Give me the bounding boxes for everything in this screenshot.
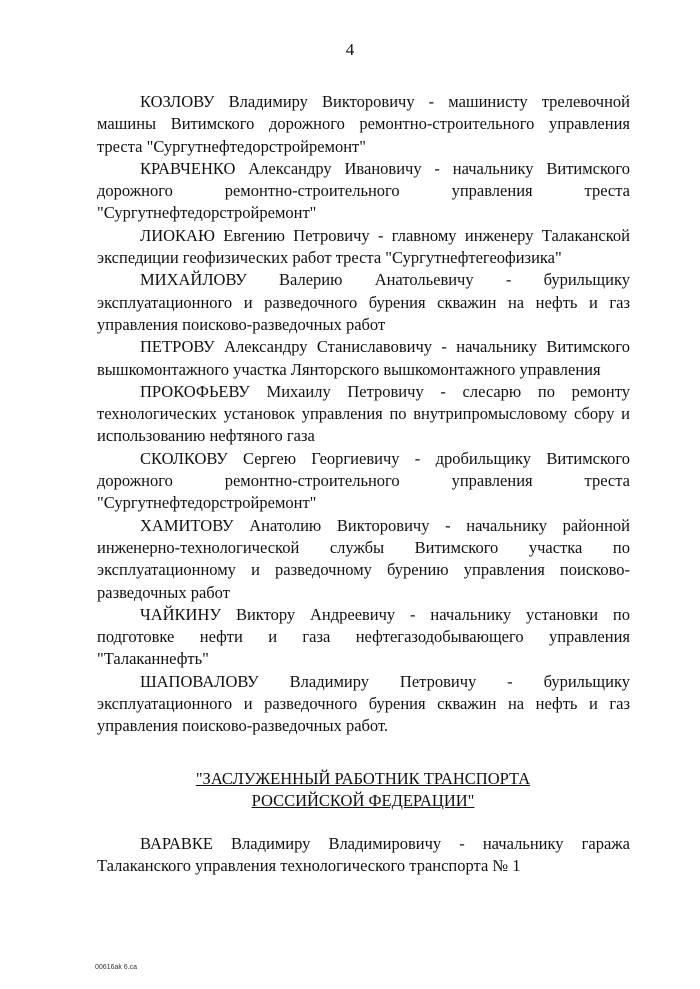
- page-number: 4: [345, 40, 355, 59]
- award-heading-line-1: "ЗАСЛУЖЕННЫЙ РАБОТНИК ТРАНСПОРТА: [195, 769, 531, 788]
- awardee-paragraph: ХАМИТОВУ Анатолию Викторовичу - начальнику районной инженерно-технологической службы Витимского участка по эксплуатационному и разведочному бурению управления поисково-разведочных работ: [97, 515, 630, 602]
- awardee-paragraph: ШАПОВАЛОВУ Владимиру Петровичу - бурильщику эксплуатационного и разведочного бурения скважин на нефть и газ управления поисково-разведочных работ.: [97, 671, 630, 736]
- awardee-paragraph: ПЕТРОВУ Александру Станиславовичу - начальнику Витимского вышкомонтажного участка Лянторского вышкомонтажного управления: [97, 337, 630, 379]
- awardee-paragraph: КРАВЧЕНКО Александру Ивановичу - начальнику Витимского дорожного ремонтно-строительного управления треста "Сургутнефтедорстройремонт": [97, 158, 630, 223]
- document-code: 00616ak 6.ca: [95, 964, 138, 971]
- awardee-paragraph: ПРОКОФЬЕВУ Михаилу Петровичу - слесарю по ремонту технологических установок управления по внутрипромысловому сбору и использованию нефтяного газа: [97, 381, 630, 446]
- awardee-paragraph: КОЗЛОВУ Владимиру Викторовичу - машинисту трелевочной машины Витимского дорожного ремонтно-строительного управления треста "Сургутнефтедорстройремонт": [97, 92, 630, 156]
- awardee-paragraph: МИХАЙЛОВУ Валерию Анатольевичу - бурильщику эксплуатационного и разведочного бурения скважин на нефть и газ управления поисково-разведочных работ: [97, 270, 630, 334]
- awardee-paragraph: СКОЛКОВУ Сергею Георгиевичу - дробильщику Витимского дорожного ремонтно-строительного управления треста "Сургутнефтедорстройремонт": [97, 448, 630, 513]
- award-heading: [0, 768, 700, 812]
- award-recipient-paragraph: ВАРАВКЕ Владимиру Владимировичу - начальнику гаража Талаканского управления технологического транспорта № 1: [97, 834, 630, 876]
- awardee-paragraph: ЧАЙКИНУ Виктору Андреевичу - начальнику установки по подготовке нефти и газа нефтегазодобывающего управления "Талаканнефть": [97, 604, 630, 669]
- awardee-paragraph: ЛИОКАЮ Евгению Петровичу - главному инженеру Талаканской экспедиции геофизических работ треста "Сургутнефтегеофизика": [97, 225, 630, 268]
- awardee-list: [97, 91, 630, 738]
- award-heading-line-2: РОССИЙСКОЙ ФЕДЕРАЦИИ": [251, 791, 475, 810]
